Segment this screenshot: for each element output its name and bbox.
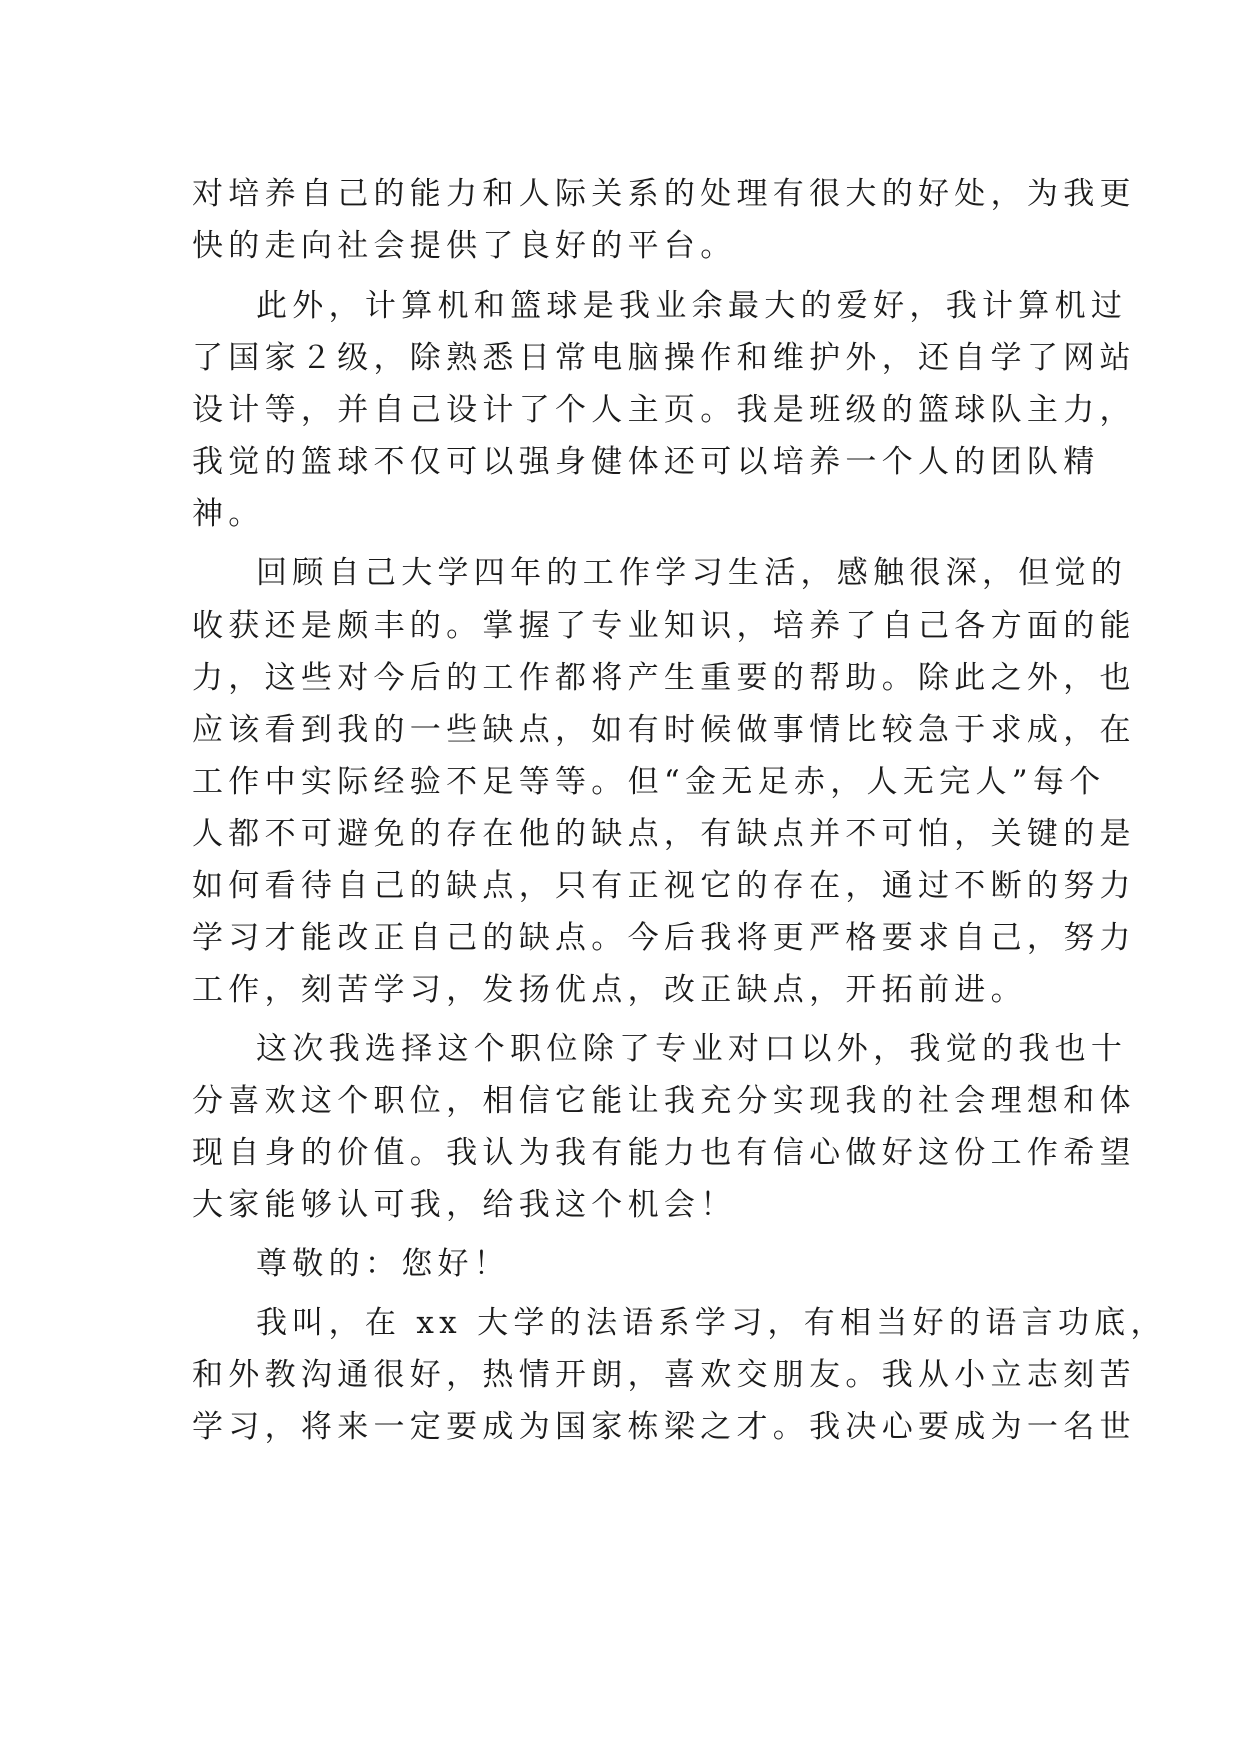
text-line: 神。 <box>192 496 265 532</box>
text-line: 收获还是颇丰的。掌握了专业知识，培养了自己各方面的能 <box>192 608 1136 644</box>
text-line: 力，这些对今后的工作都将产生重要的帮助。除此之外，也 <box>192 660 1136 696</box>
text-line: 现自身的价值。我认为我有能力也有信心做好这份工作希望 <box>192 1135 1136 1171</box>
text-line: 设计等，并自己设计了个人主页。我是班级的篮球队主力， <box>192 392 1136 428</box>
text-line: 分喜欢这个职位，相信它能让我充分实现我的社会理想和体 <box>192 1083 1136 1119</box>
paragraph-first-line: 回顾自己大学四年的工作学习生活，感触很深，但觉的 <box>256 555 1128 591</box>
text-line: 如何看待自己的缺点，只有正视它的存在，通过不断的努力 <box>192 868 1136 904</box>
text-line: 学习才能改正自己的缺点。今后我将更严格要求自己，努力 <box>192 920 1136 956</box>
salutation-line: 尊敬的：您好！ <box>256 1246 511 1282</box>
text-line: 我觉的篮球不仅可以强身健体还可以培养一个人的团队精 <box>192 444 1100 480</box>
paragraph-first-line: 这次我选择这个职位除了专业对口以外，我觉的我也十 <box>256 1031 1128 1067</box>
text-line: 应该看到我的一些缺点，如有时候做事情比较急于求成，在 <box>192 712 1136 748</box>
text-line: 工作，刻苦学习，发扬优点，改正缺点，开拓前进。 <box>192 972 1027 1008</box>
text-line: 人都不可避免的存在他的缺点，有缺点并不可怕，关键的是 <box>192 816 1136 852</box>
paragraph-first-line: 我叫，在 xx 大学的法语系学习，有相当好的语言功底， <box>256 1305 1167 1341</box>
text-line: 工作中实际经验不足等等。但“金无足赤，人无完人”每个 <box>192 764 1106 800</box>
text-line: 学习，将来一定要成为国家栋梁之才。我决心要成为一名世 <box>192 1409 1136 1445</box>
text-line: 了国家２级，除熟悉日常电脑操作和维护外，还自学了网站 <box>192 340 1136 376</box>
text-line: 快的走向社会提供了良好的平台。 <box>192 228 737 264</box>
text-line: 对培养自己的能力和人际关系的处理有很大的好处，为我更 <box>192 176 1136 212</box>
text-line: 大家能够认可我，给我这个机会！ <box>192 1187 737 1223</box>
text-line: 和外教沟通很好，热情开朗，喜欢交朋友。我从小立志刻苦 <box>192 1357 1136 1393</box>
paragraph-first-line: 此外，计算机和篮球是我业余最大的爱好，我计算机过 <box>256 288 1128 324</box>
